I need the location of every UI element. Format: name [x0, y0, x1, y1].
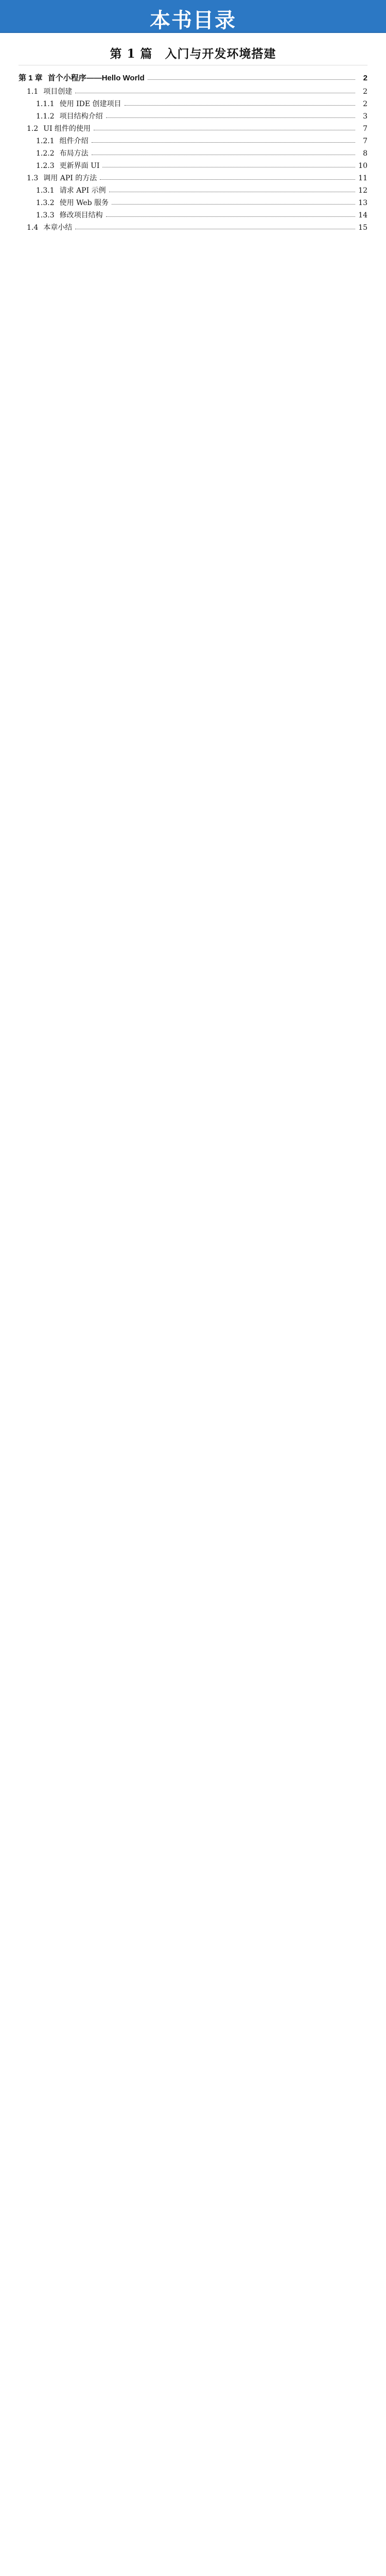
section-label: 项目创建 — [43, 88, 73, 96]
subsection-number: 1.1.1 — [36, 100, 55, 108]
subsection-label: 组件介绍 — [59, 137, 89, 145]
chapter-1-toc — [19, 71, 367, 234]
subsection-page-number: 12 — [358, 187, 367, 195]
section-page-number: 2 — [363, 88, 367, 96]
toc-row-1-2-1[interactable] — [19, 135, 367, 147]
toc-row-1-1[interactable] — [19, 86, 367, 98]
section-number: 1.2 — [27, 125, 39, 133]
toc-banner — [0, 0, 386, 33]
section-label: 调用 API 的方法 — [43, 174, 97, 182]
dot-leader — [106, 216, 355, 217]
subsection-number: 1.2.3 — [36, 162, 55, 170]
chapter-page-number: 2 — [363, 74, 367, 82]
toc-row-1-1-1[interactable] — [19, 98, 367, 110]
subsection-page-number: 2 — [363, 100, 367, 108]
subsection-label: 使用 Web 服务 — [59, 199, 109, 207]
page-title: 本书目录 — [150, 9, 236, 32]
dot-leader — [125, 105, 356, 106]
section-label: UI 组件的使用 — [43, 125, 91, 133]
subsection-number: 1.2.1 — [36, 137, 55, 145]
subsection-page-number: 14 — [358, 211, 367, 219]
toc-row-1-2-3[interactable] — [19, 160, 367, 172]
dot-leader — [92, 142, 355, 143]
dot-leader — [100, 179, 355, 180]
dot-leader — [106, 117, 355, 118]
part-1-heading — [0, 44, 386, 61]
chapter-number: 第 1 章 — [19, 74, 43, 82]
subsection-number: 1.1.2 — [36, 112, 55, 121]
section-number: 1.1 — [27, 88, 39, 96]
toc-row-1-3-1[interactable] — [19, 184, 367, 197]
subsection-number: 1.2.2 — [36, 149, 55, 158]
subsection-label: 使用 IDE 创建项目 — [59, 100, 121, 108]
subsection-label: 布局方法 — [59, 149, 89, 158]
subsection-label: 更新界面 UI — [59, 162, 100, 170]
dot-leader — [148, 79, 355, 80]
toc-row-1-3-3[interactable] — [19, 209, 367, 222]
section-number: 1.3 — [27, 174, 39, 182]
section-page-number: 15 — [358, 224, 367, 232]
dot-leader — [112, 204, 355, 205]
subsection-label: 请求 API 示例 — [59, 187, 106, 195]
subsection-page-number: 8 — [363, 149, 367, 158]
section-page-number: 11 — [358, 174, 367, 182]
subsection-page-number: 10 — [358, 162, 367, 170]
toc-row-1-3[interactable] — [19, 172, 367, 184]
subsection-number: 1.3.3 — [36, 211, 55, 219]
subsection-page-number: 13 — [358, 199, 367, 207]
subsection-page-number: 7 — [363, 137, 367, 145]
chapter-1-entry[interactable] — [19, 71, 367, 86]
toc-row-1-4[interactable] — [19, 222, 367, 234]
subsection-label: 修改项目结构 — [59, 211, 103, 219]
subsection-page-number: 3 — [363, 112, 367, 121]
subsection-label: 项目结构介绍 — [59, 112, 103, 121]
section-label: 本章小结 — [43, 224, 73, 232]
chapter-label: 首个小程序——Hello World — [47, 74, 145, 82]
section-number: 1.4 — [27, 224, 39, 232]
subsection-number: 1.3.1 — [36, 187, 55, 195]
toc-row-1-3-2[interactable] — [19, 197, 367, 209]
toc-row-1-2[interactable] — [19, 123, 367, 135]
section-page-number: 7 — [363, 125, 367, 133]
toc-row-1-2-2[interactable] — [19, 147, 367, 160]
toc-row-1-1-2[interactable] — [19, 110, 367, 123]
part-1-title: 第 1 篇 入门与开发环境搭建 — [110, 47, 276, 61]
subsection-number: 1.3.2 — [36, 199, 55, 207]
